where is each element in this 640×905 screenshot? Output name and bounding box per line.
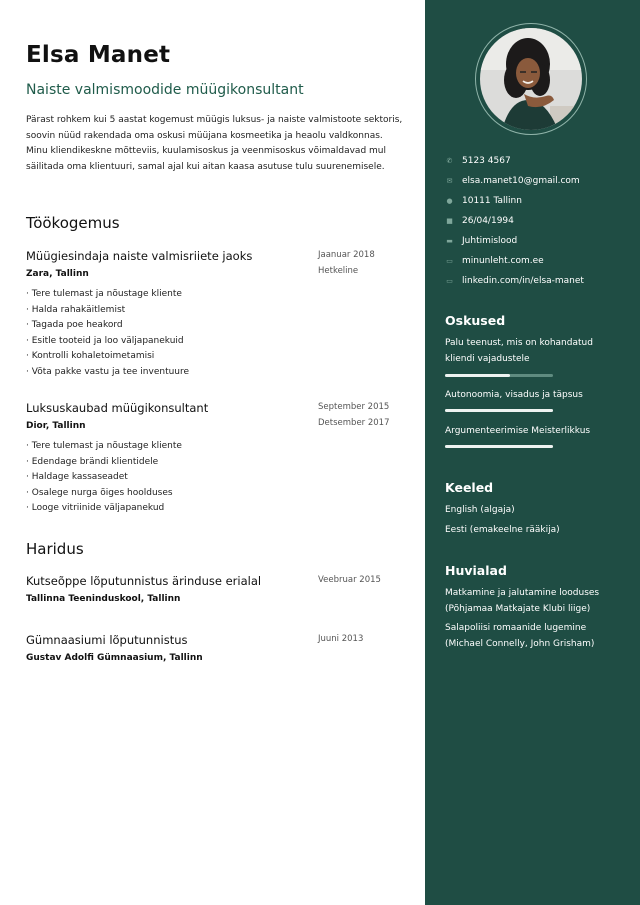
interest-item: Matkamine ja jalutamine looduses (Põhjamaa Matkajate Klubi liige) <box>445 588 600 614</box>
skill-label: Palu teenust, mis on kohandatud kliendi vajadustele <box>445 338 593 364</box>
location-icon: ● <box>446 197 453 205</box>
job-date-end: Hetkeline <box>318 266 359 276</box>
profile-photo <box>480 28 582 130</box>
education-school: Tallinna Teeninduskool, Tallinn <box>26 594 181 604</box>
job-company: Zara, Tallinn <box>26 269 89 279</box>
duty-item: · Tagada poe heakord <box>26 318 189 334</box>
skill-bar <box>445 445 553 448</box>
contact-text: minunleht.com.ee <box>462 256 544 266</box>
profile-summary: Pärast rohkem kui 5 aastat kogemust müügis luksus- ja naiste valmistoote sektoris, soovin nüüd rakendada oma oskusi müüjana kosmeetika ja heaolu valdkonnas. Minu kliendikeskne mõtteviis, kuulamisoskus ja veenmisoskus võimaldavad mul säilitada oma klientuuri, samal ajal kui aitan kaasa asutuse tulu suurenemisele. <box>26 115 403 172</box>
contact-license <box>445 234 584 254</box>
candidate-role: Naiste valmismoodide müügikonsultant <box>26 82 304 98</box>
skill-label: Argumenteerimise Meisterlikkus <box>445 426 591 436</box>
duty-item: · Tere tulemast ja nõustage kliente <box>26 287 189 303</box>
skill-bar <box>445 374 553 377</box>
skills-heading: Oskused <box>445 313 506 328</box>
languages-heading: Keeled <box>445 480 494 495</box>
skill-bar-fill <box>445 409 553 412</box>
contact-linkedin[interactable] <box>445 274 584 294</box>
skill-label: Autonoomia, visadus ja täpsus <box>445 390 583 400</box>
job-title: Luksuskaubad müügikonsultant <box>26 401 209 415</box>
job-company: Dior, Tallinn <box>26 421 86 431</box>
job-date-end: Detsember 2017 <box>318 418 390 428</box>
interest-item: Salapoliisi romaanide lugemine (Michael Connelly, John Grisham) <box>445 623 595 649</box>
candidate-name: Elsa Manet <box>26 42 171 68</box>
job-date-start: September 2015 <box>318 402 390 412</box>
sidebar <box>425 0 640 905</box>
education-title: Kutseõppe lõputunnistus ärinduse erialal <box>26 574 262 588</box>
language-item: Eesti (emakeelne rääkija) <box>445 525 560 535</box>
contact-birthdate <box>445 214 584 234</box>
contact-text: Juhtimislood <box>462 236 518 246</box>
education-date: Veebruar 2015 <box>318 575 381 585</box>
duty-item: · Haldage kassaseadet <box>26 470 182 486</box>
contact-text: elsa.manet10@gmail.com <box>462 176 580 186</box>
duty-item: · Kontrolli kohaletoimetamisi <box>26 349 189 365</box>
laptop-icon: ▭ <box>446 257 453 265</box>
interests-heading: Huvialad <box>445 563 507 578</box>
job-title: Müügiesindaja naiste valmisriiete jaoks <box>26 249 253 263</box>
skill-bar-fill <box>445 374 510 377</box>
calendar-icon: ■ <box>446 217 453 225</box>
contact-text: 26/04/1994 <box>462 216 514 226</box>
education-heading: Haridus <box>26 540 84 558</box>
profile-photo-illustration <box>480 28 582 130</box>
duty-item: · Tere tulemast ja nõustage kliente <box>26 439 182 455</box>
language-item: English (algaja) <box>445 505 515 515</box>
job-duties <box>26 439 182 517</box>
email-icon: ✉ <box>446 177 453 185</box>
contact-text: linkedin.com/in/elsa-manet <box>462 276 584 286</box>
contact-text: 10111 Tallinn <box>462 196 522 206</box>
education-title: Gümnaasiumi lõputunnistus <box>26 633 188 647</box>
laptop-icon: ▭ <box>446 277 453 285</box>
contact-email[interactable] <box>445 174 584 194</box>
education-school: Gustav Adolfi Gümnaasium, Tallinn <box>26 653 203 663</box>
contact-address <box>445 194 584 214</box>
contact-list <box>445 154 584 294</box>
experience-heading: Töökogemus <box>26 214 120 232</box>
contact-website[interactable] <box>445 254 584 274</box>
job-dates <box>318 399 390 431</box>
duty-item: · Võta pakke vastu ja tee inventuure <box>26 365 189 381</box>
job-date-start: Jaanuar 2018 <box>318 250 375 260</box>
job-duties <box>26 287 189 380</box>
duty-item: · Halda rahakäitlemist <box>26 303 189 319</box>
job-dates <box>318 247 375 279</box>
skill-bar-fill <box>445 445 553 448</box>
car-icon: ▬ <box>446 237 453 245</box>
duty-item: · Osalege nurga õiges hoolduses <box>26 486 182 502</box>
phone-icon: ✆ <box>446 157 453 165</box>
contact-text: 5123 4567 <box>462 156 511 166</box>
skill-bar <box>445 409 553 412</box>
duty-item: · Edendage brändi klientidele <box>26 455 182 471</box>
education-date: Juuni 2013 <box>318 634 364 644</box>
contact-phone <box>445 154 584 174</box>
duty-item: · Looge vitriinide väljapanekud <box>26 501 182 517</box>
duty-item: · Esitle tooteid ja loo väljapanekuid <box>26 334 189 350</box>
